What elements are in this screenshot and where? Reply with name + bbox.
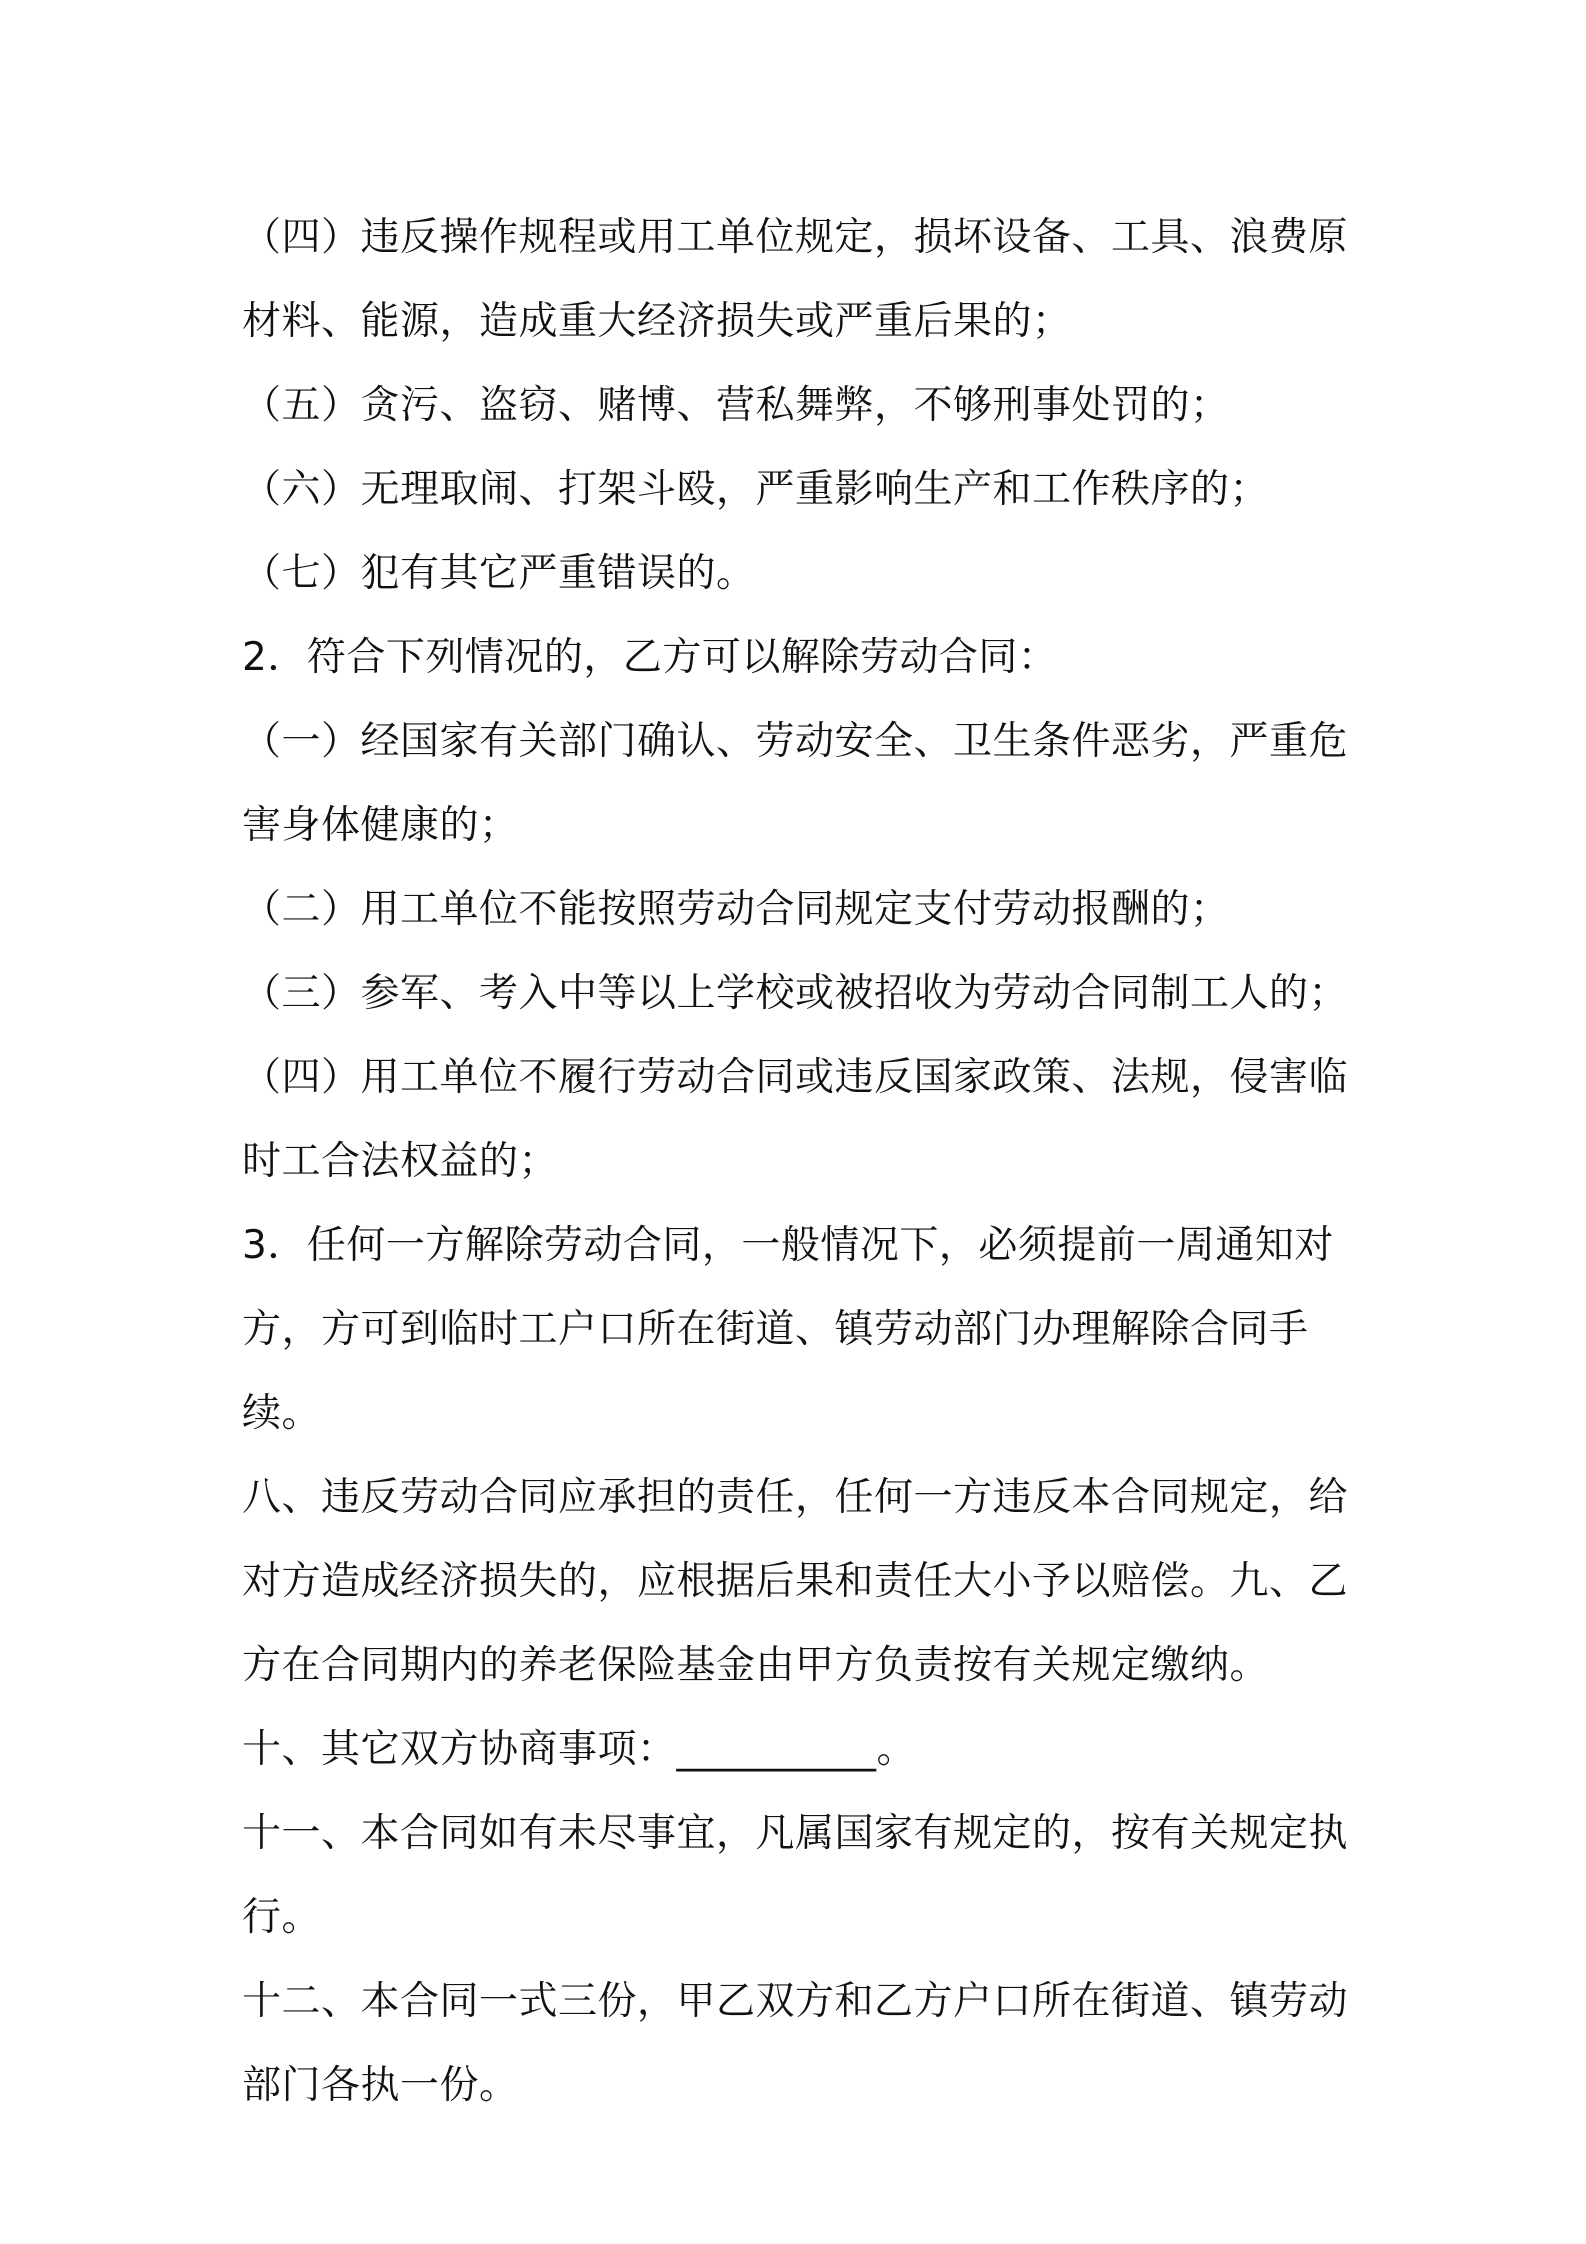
paragraph-clause-2-item-3: （三）参军、考入中等以上学校或被招收为劳动合同制工人的； <box>242 971 1349 1016</box>
paragraph-clause-3: 3．任何一方解除劳动合同，一般情况下，必须提前一周通知对方，方可到临时工户口所在街道、镇劳动部门办理解除合同手续。 <box>242 1223 1334 1436</box>
paragraph-item-6-disorder: （六）无理取闹、打架斗殴，严重影响生产和工作秩序的； <box>242 467 1270 512</box>
paragraph-item-4-violation: （四）违反操作规程或用工单位规定，损坏设备、工具、浪费原材料、能源，造成重大经济损失或严重后果的； <box>242 215 1349 344</box>
paragraph-item-5-corruption: （五）贪污、盗窃、赌博、营私舞弊，不够刑事处罚的； <box>242 383 1230 428</box>
paragraph-clause-2-item-1: （一）经国家有关部门确认、劳动安全、卫生条件恶劣，严重危害身体健康的； <box>242 719 1349 848</box>
paragraph-section-11: 十一、本合同如有未尽事宜，凡属国家有规定的，按有关规定执行。 <box>242 1811 1349 1940</box>
paragraph-item-7-other-errors: （七）犯有其它严重错误的。 <box>242 551 756 596</box>
paragraph-section-8-9: 八、违反劳动合同应承担的责任，任何一方违反本合同规定，给对方造成经济损失的，应根据后果和责任大小予以赔偿。九、乙方在合同期内的养老保险基金由甲方负责按有关规定缴纳。 <box>242 1475 1349 1688</box>
document-body <box>242 196 1372 2128</box>
paragraph-section-10: 十、其它双方协商事项：__________。 <box>242 1727 917 1772</box>
paragraph-section-12: 十二、本合同一式三份，甲乙双方和乙方户口所在街道、镇劳动部门各执一份。 <box>242 1979 1349 2108</box>
paragraph-clause-2-item-4: （四）用工单位不履行劳动合同或违反国家政策、法规，侵害临时工合法权益的； <box>242 1055 1349 1184</box>
paragraph-clause-2-item-2: （二）用工单位不能按照劳动合同规定支付劳动报酬的； <box>242 887 1230 932</box>
paragraph-clause-2-heading: 2．符合下列情况的，乙方可以解除劳动合同： <box>242 635 1058 680</box>
